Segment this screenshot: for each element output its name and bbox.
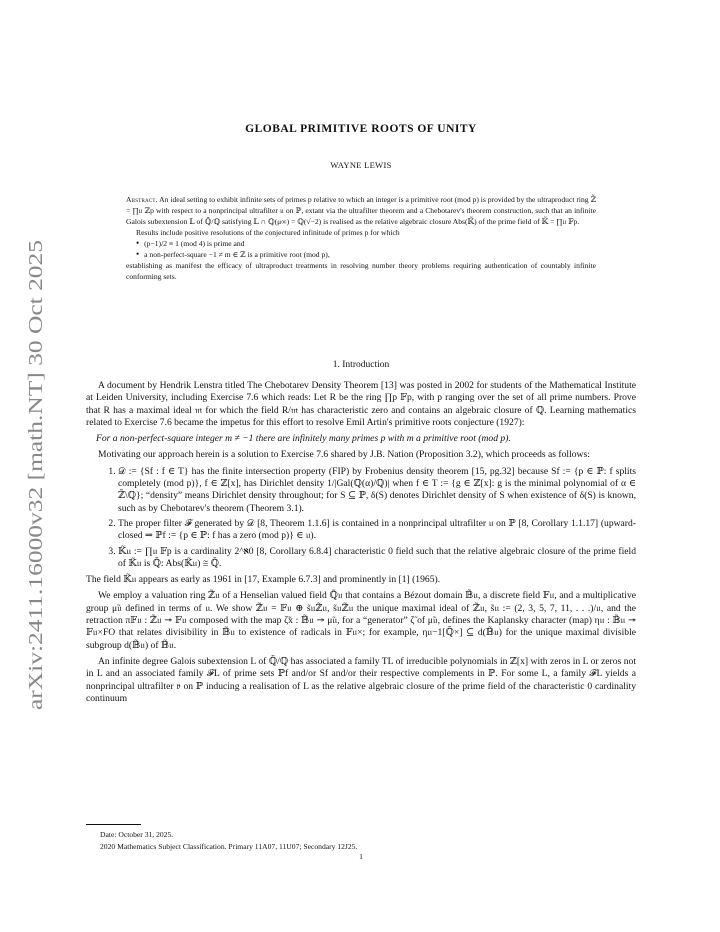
arxiv-stamp [10,240,54,710]
footnote-rule [86,824,141,825]
abstract-paragraph [126,194,596,227]
abstract-closing: establishing as manifest the efficacy of ultraproduct treatments in resolving number theory problems requiring authentication of countably infinite conforming sets. [126,261,596,281]
footnote-date: Date: October 31, 2025. [100,830,174,839]
paragraph: Motivating our approach herein is a solution to Exercise 7.6 shared by J.B. Nation (Proposition 3.2), which proceeds as follows: [98,449,590,461]
abstract-label: Abstract. [126,195,158,204]
arxiv-stamp-text: arXiv:2411.16000v32 [math.NT] 30 Oct 2025 [25,331,47,710]
footnote-msc: 2020 Mathematics Subject Classification. Primary 11A07, 11U07; Secondary 12J25. [100,841,358,851]
footnotes [100,829,357,852]
abstract-text: An ideal setting to exhibit infinite sets of primes p relative to which an integer is a primitive root (mod p) is provided by the ultraproduct ring ℤ̃ = ∏𝔲 ℤp with respect to a nonprincipal ultrafilter 𝔲 on ℙ, extant via the ultrafilter theorem and a Chebotarev's theorem construction, such that an infinite Galois subextension 𝕃 of ℚ̄/ℚ satisfying 𝕃 ∩ ℚ(μ∞) = ℚ(√−2) is realised as the relative algebraic closure Abs(𝕂̃) of the prime field of 𝕂̃ = ∏𝔲 𝔽p. [126,195,596,226]
list-item: 2. The proper filter 𝓕 generated by 𝒟 [8, Theorem 1.1.6] is contained in a nonprincipal ultrafilter 𝔲 on ℙ [8, Corollary 1.1.17] (upward-closed ⇒ ℙf := {p ∈ ℙ: f has a zero (mod p)} ∈ 𝔲). [118,518,636,543]
abstract-bullet: • a non-perfect-square −1 ≠ m ∈ ℤ is a primitive root (mod p), [136,249,596,260]
body-text [86,380,636,709]
list-item: 3. 𝕂̃𝔲 := ∏𝔲 𝔽p is a cardinality 2^ℵ0 [8, Corollary 6.8.4] characteristic 0 field such that the relative algebraic closure of the prime field of 𝕂̃𝔲 is ℚ̄: Abs(𝕂̃𝔲) ≅ ℚ̄. [118,546,636,571]
list-item: 1. 𝒟 := {Sf : f ∈ T} has the finite intersection property (FIP) by Frobenius density theorem [15, pg.32] because Sf := {p ∈ ℙ: f splits completely (mod p)}, f ∈ ℤ[x], has Dirichlet density 1/|Gal(ℚ(α)/ℚ)| when f ∈ T := {g ∈ ℤ[x]: g is the minimal polynomial of α ∈ ℤ̄\ℚ}; “density” means Dirichlet density throughout; for S ⊆ ℙ, δ(S) denotes Dirichlet density of S when existence of δ(S) is known, such as by Chebotarev's theorem (Theorem 3.1). [118,466,636,515]
section-heading: 1. Introduction [332,360,390,370]
conjecture-statement: For a non-perfect-square integer m ≠ −1 there are infinitely many primes p with m a primitive root (mod p). [96,433,511,445]
paragraph: The field 𝕂̃𝔲 appears as early as 1961 in [17, Example 6.7.3] and prominently in [1] (1965). [86,574,441,586]
paper-title: GLOBAL PRIMITIVE ROOTS OF UNITY [245,123,477,135]
paragraph: An infinite degree Galois subextension L of ℚ̄/ℚ has associated a family TL of irreducible polynomials in ℤ[x] with zeros in L or zeros not in L and an associated family 𝓕L of prime sets ℙf and/or Sf and/or their respective complements in ℙ. For some L, a family 𝓕L yields a nonprincipal ultrafilter 𝔳 on ℙ inducing a realisation of L as the relative algebraic closure of the prime field of the characteristic 0 cardinality continuum [86,655,636,704]
numbered-list [86,466,636,570]
abstract-bullets [126,238,596,260]
abstract-results-intro: Results include positive resolutions of the conjectured infinitude of primes p for which [136,228,400,237]
abstract [126,194,596,282]
page-number: 1 [359,852,363,861]
paragraph: A document by Hendrik Lenstra titled The Chebotarev Density Theorem [13] was posted in 2002 for students of the Mathematical Institute at Leiden University, including Exercise 7.6 which reads: Let R be the ring ∏p 𝔽p, with p ranging over the set of all prime numbers. Prove that R has a maximal ideal 𝔪 for which the field R/𝔪 has characteristic zero and contains an algebraic closure of ℚ. Learning mathematics related to Exercise 7.6 became the impetus for this effort to resolve Emil Artin's primitive roots conjecture (1927): [86,380,636,428]
author-name: WAYNE LEWIS [330,160,392,170]
abstract-bullet: • (p−1)/2 ≡ 1 (mod 4) is prime and [136,238,596,249]
paragraph: We employ a valuation ring ℤ̃𝔲 of a Henselian valued field ℚ̃𝔲 that contains a Bézout domain 𝔹̃𝔲, a discrete field 𝔽𝔲, and a multiplicative group μ̃𝔲 defined in terms of 𝔲. We show ℤ̃𝔲 = 𝔽𝔲 ⊕ s̃𝔲ℤ̃𝔲, s̃𝔲ℤ̃𝔲 the unique maximal ideal of ℤ̃𝔲, s̃𝔲 := (2, 3, 5, 7, 11, . . .)/𝔲, and the retraction π𝔽𝔲 : ℤ̃𝔲 ↠ 𝔽𝔲 composed with the map ζ̃x : 𝔹̃𝔲 ↠ μ̃𝔲, for a “generator” ζ̃ of μ̃𝔲, defines the Kaplansky character (map) η𝔲 : 𝔹̃𝔲 ↠ 𝔽𝔲×FO that relates divisibility in 𝔹̃𝔲 to existence of radicals in 𝔽𝔲×; for example, η𝔲−1[ℚ̄×] ⊆ d(𝔹̃𝔲) for the unique maximal divisible subgroup d(𝔹̃𝔲) of 𝔹̃𝔲. [86,590,636,651]
